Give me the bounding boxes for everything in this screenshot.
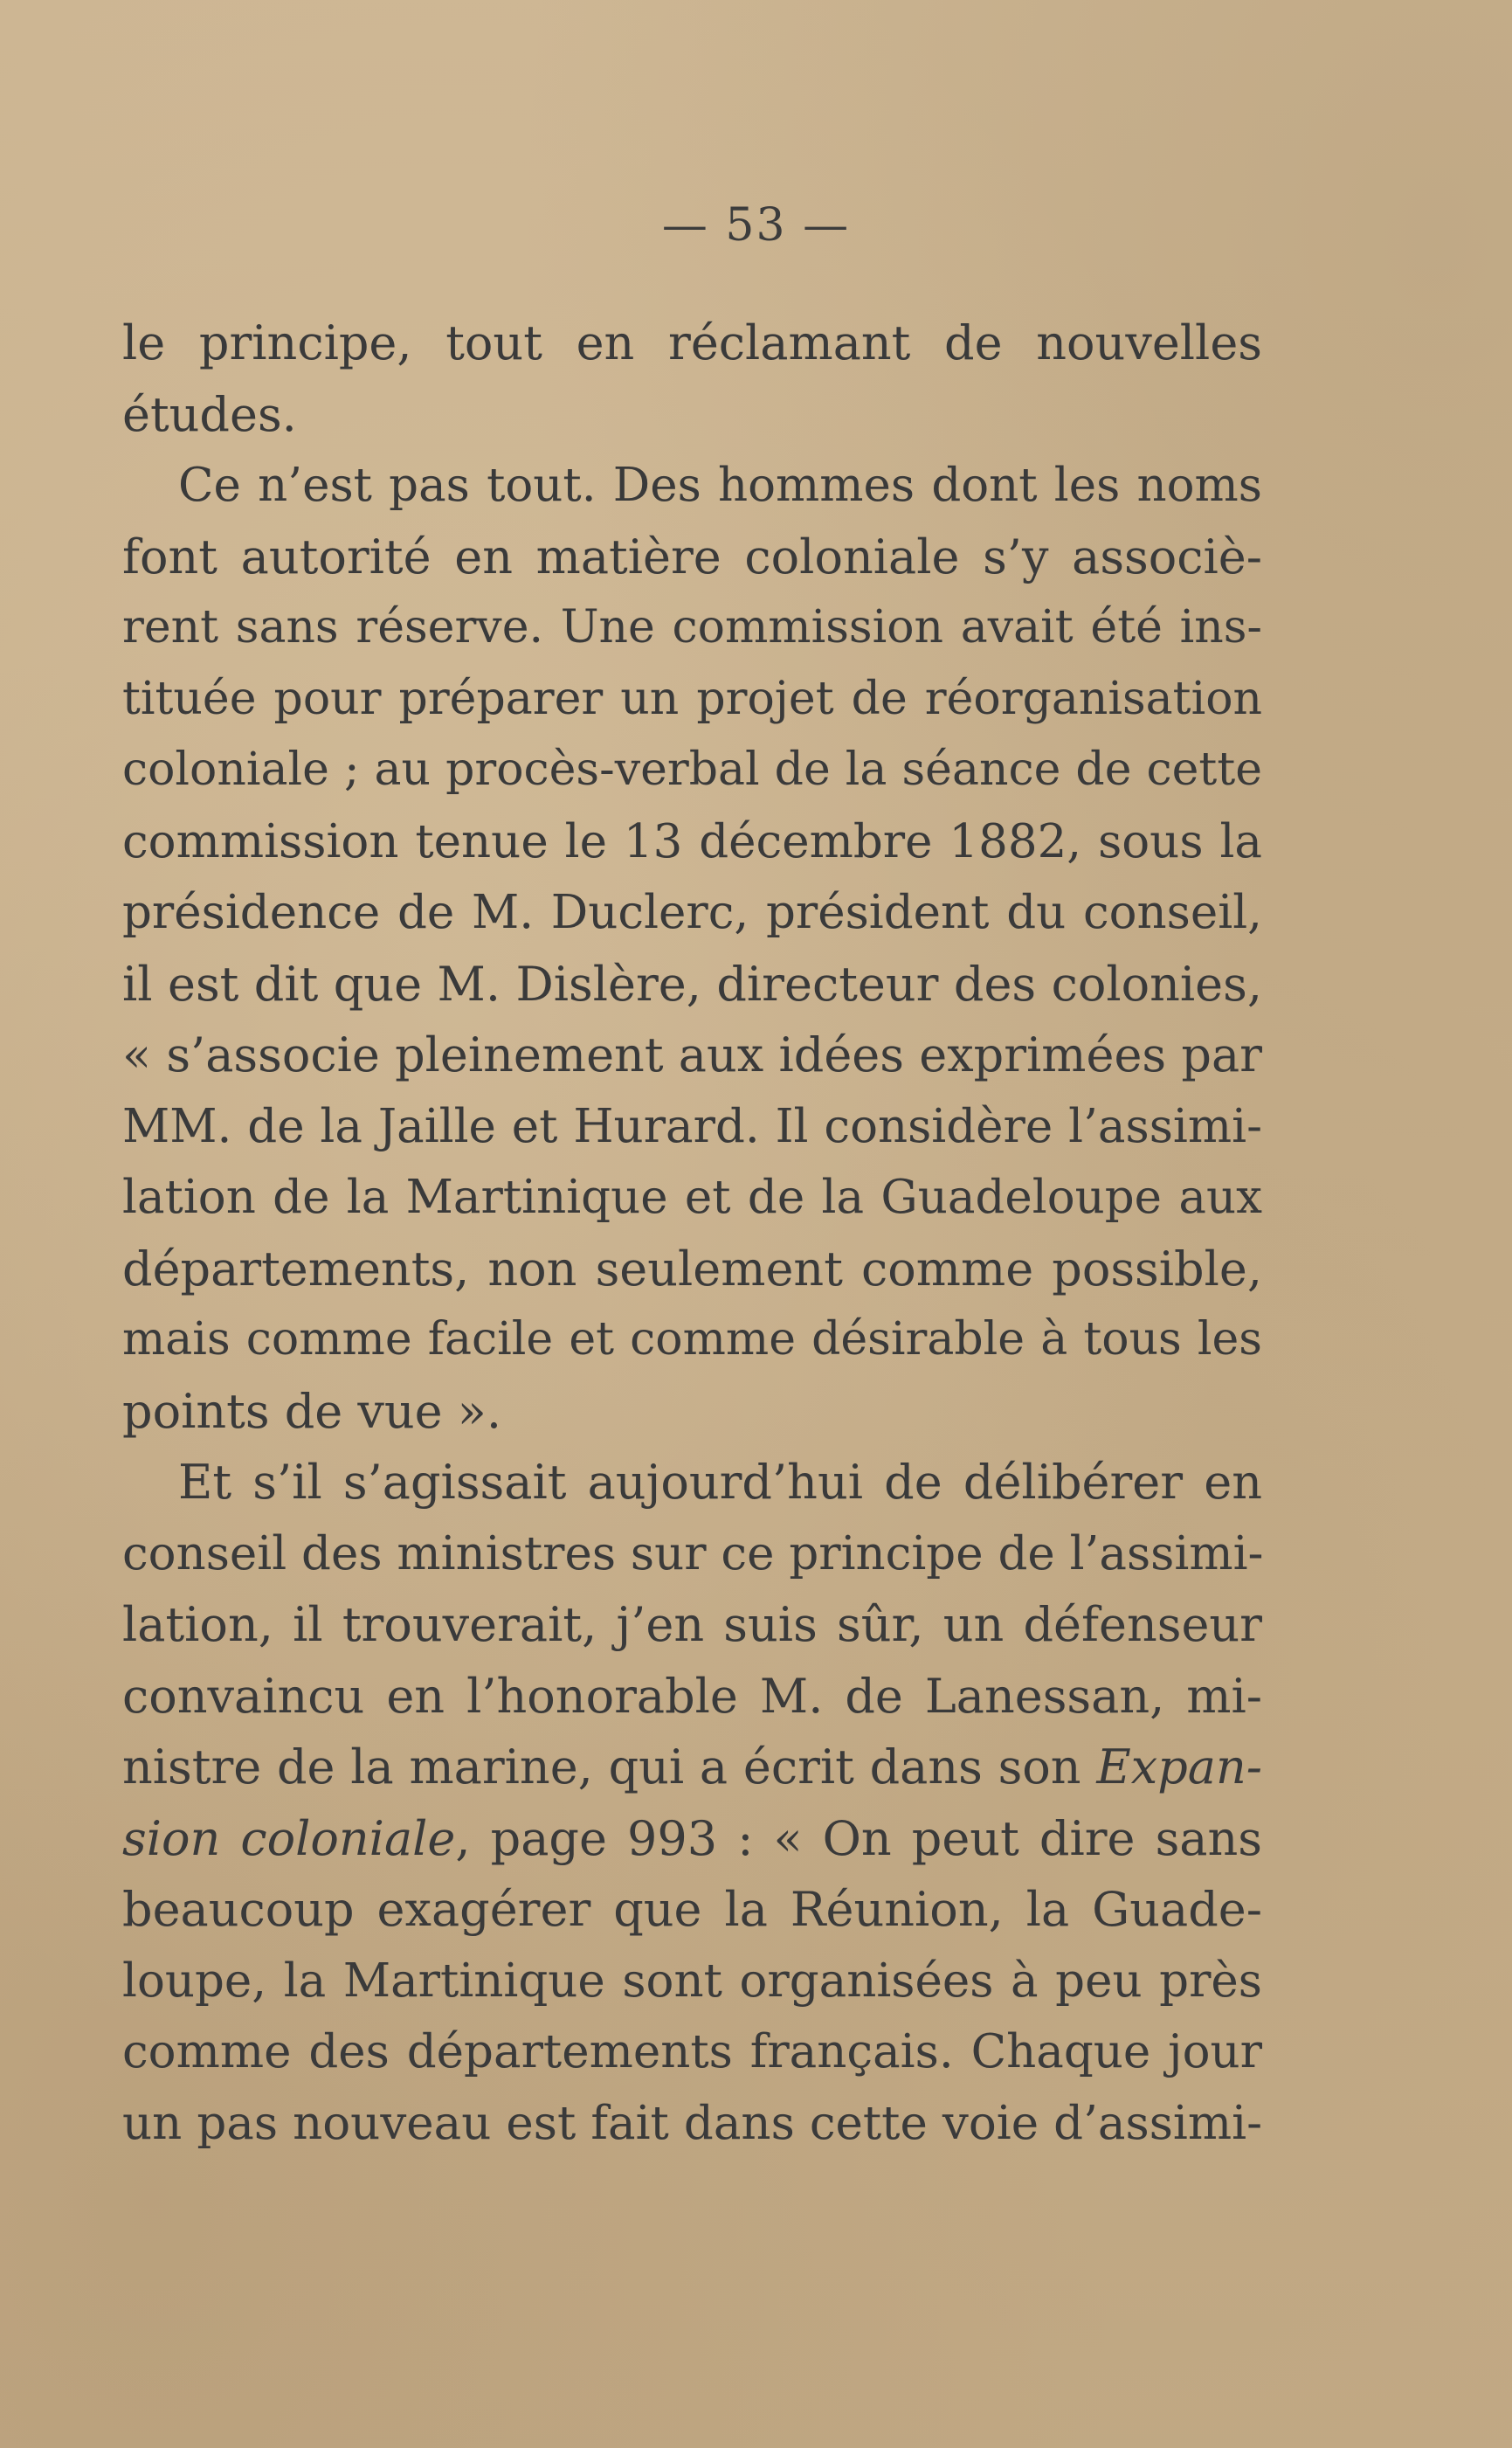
text-line: loupe, la Martinique sont organisées à peu près — [122, 1954, 1262, 2008]
text-line: font autorité en matière coloniale s’y associè- — [122, 529, 1262, 584]
text-line: rent sans réserve. Une commission avait été ins- — [122, 601, 1262, 653]
text-line: « s’associe pleinement aux idées exprimées par — [122, 1027, 1262, 1082]
text-line: commission tenue le 13 décembre 1882, sous la — [122, 814, 1262, 868]
text-line: présidence de M. Duclerc, président du conseil, — [122, 886, 1262, 939]
text-line: lation, il trouverait, j’en suis sûr, un défenseur — [122, 1597, 1262, 1652]
text-line: nistre de la marine, qui a écrit dans son Expan- — [122, 1739, 1262, 1795]
text-line: un pas nouveau est fait dans cette voie d’assimi- — [122, 2096, 1262, 2150]
text-line: coloniale ; au procès-verbal de la séance de cette — [122, 743, 1262, 796]
text-line: lation de la Martinique et de la Guadeloupe aux — [122, 1171, 1262, 1224]
text-line: départements, non seulement comme possible, — [122, 1241, 1262, 1297]
body-text — [122, 308, 1262, 2159]
text-line: Ce n’est pas tout. Des hommes dont les noms — [178, 459, 1262, 512]
text-line: comme des départements français. Chaque jour — [122, 2025, 1262, 2078]
text-line: MM. de la Jaille et Hurard. Il considère l’assimi- — [122, 1099, 1262, 1153]
text-line: convaincu en l’honorable M. de Lanessan, mi- — [122, 1668, 1262, 1724]
text-line: points de vue ». — [122, 1383, 502, 1439]
text-line: sion coloniale, page 993 : « On peut dire sans — [122, 1810, 1262, 1866]
page-number: — 53 — — [661, 199, 851, 252]
text-line: études. — [122, 386, 297, 442]
text-line: mais comme facile et comme désirable à tous les — [122, 1313, 1262, 1366]
text-line: conseil des ministres sur ce principe de l’assimi- — [122, 1526, 1264, 1580]
text-line: tituée pour préparer un projet de réorganisation — [122, 672, 1262, 725]
text-line: beaucoup exagérer que la Réunion, la Guade- — [122, 1882, 1262, 1937]
text-line: Et s’il s’agissait aujourd’hui de délibérer en — [178, 1455, 1262, 1510]
text-line: le principe, tout en réclamant de nouvelles — [122, 315, 1262, 370]
text-line: il est dit que M. Dislère, directeur des colonies, — [122, 956, 1262, 1012]
